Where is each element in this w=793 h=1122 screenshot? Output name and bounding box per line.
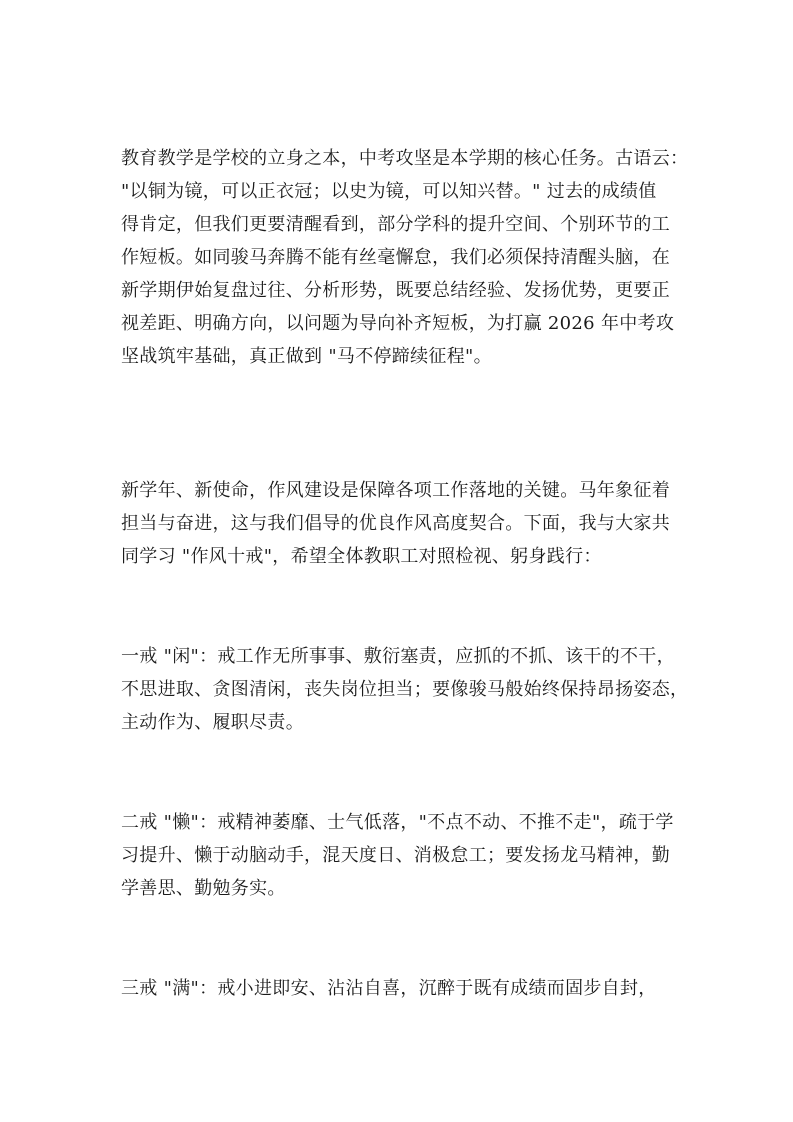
text-line: 同学习 "作风十戒"，希望全体教职工对照检视、躬身践行： xyxy=(121,546,602,567)
text-line: 得肯定，但我们更要清醒看到，部分学科的提升空间、个别环节的工 xyxy=(121,214,670,235)
paragraph-rule-three xyxy=(121,972,677,1005)
text-line: 主动作为、履职尽责。 xyxy=(121,712,304,733)
paragraph-rule-one xyxy=(121,640,689,739)
paragraph-exam-preparation xyxy=(121,142,689,373)
text-line: 坚战筑牢基础，真正做到 "马不停蹄续征程"。 xyxy=(121,346,492,367)
text-line: 新学年、新使命，作风建设是保障各项工作落地的关键。马年象征着 xyxy=(121,480,670,501)
paragraph-work-style xyxy=(121,474,677,573)
text-line: 不思进取、贪图清闲，丧失岗位担当；要像骏马般始终保持昂扬姿态， xyxy=(121,679,689,700)
text-line: 视差距、明确方向，以问题为导向补齐短板，为打赢 2026 年中考攻 xyxy=(121,313,675,334)
text-line: 二戒 "懒"：戒精神萎靡、士气低落，"不点不动、不推不走"，疏于学 xyxy=(121,812,674,833)
text-line: 作短板。如同骏马奔腾不能有丝毫懈怠，我们必须保持清醒头脑，在 xyxy=(121,247,670,268)
text-line: 新学期伊始复盘过往、分析形势，既要总结经验、发扬优势，更要正 xyxy=(121,280,670,301)
text-line: 三戒 "满"：戒小进即安、沾沾自喜，沉醉于既有成绩而固步自封， xyxy=(121,978,657,999)
text-line: 一戒 "闲"：戒工作无所事事、敷衍塞责，应抓的不抓、该干的不干， xyxy=(121,646,675,667)
text-line: 担当与奋进，这与我们倡导的优良作风高度契合。下面，我与大家共 xyxy=(121,513,670,534)
text-line: 学善思、勤勉务实。 xyxy=(121,878,286,899)
text-line: "以铜为镜，可以正衣冠；以史为镜，可以知兴替。" 过去的成绩值 xyxy=(121,181,657,202)
paragraph-rule-two xyxy=(121,806,677,905)
text-line: 教育教学是学校的立身之本，中考攻坚是本学期的核心任务。古语云： xyxy=(121,148,689,169)
text-line: 习提升、懒于动脑动手，混天度日、消极怠工；要发扬龙马精神，勤 xyxy=(121,845,670,866)
